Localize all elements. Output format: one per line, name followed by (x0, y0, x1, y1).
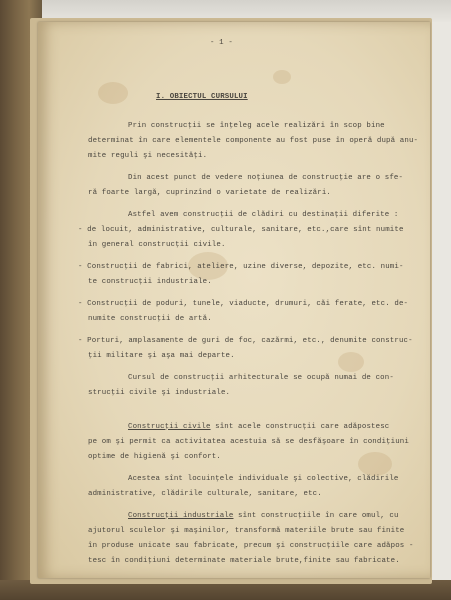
text-line: ţii militare şi aşa mai departe. (88, 352, 235, 360)
text-line: - de locuit, administrative, culturale, sanitare, etc.,care sînt numite (78, 226, 404, 234)
text-line: - Construcţii de fabrici, ateliere, uzine diverse, depozite, etc. numi- (78, 263, 404, 271)
text-line: Astfel avem construcţii de clădiri cu destinaţii diferite : (128, 211, 399, 219)
text-line: în produse unicate sau fabricate, precum şi construcţiile care adăpos - (88, 542, 414, 550)
text-line: tesc în condiţiuni determinate materiale brute,finite sau fabricate. (88, 557, 400, 565)
text-line: în general construcţii civile. (88, 241, 226, 249)
text-line: mite reguli şi necesităţi. (88, 152, 208, 160)
page-text (38, 22, 430, 578)
text-line: te construcţii industriale. (88, 278, 212, 286)
text-line: Construcţii civile sînt acele construcţii care adăpostesc (128, 423, 390, 431)
text-line: ajutorul sculelor şi maşinilor, transformă materiile brute sau finite (88, 527, 405, 535)
text-line: Cursul de construcţii arhitecturale se ocupă numai de con- (128, 374, 394, 382)
text-line: optime de higienă şi confort. (88, 453, 221, 461)
section-title: I. OBIECTUL CURSULUI (156, 93, 248, 101)
text-line: Din acest punct de vedere noţiunea de construcţie are o sfe- (128, 174, 404, 182)
text-line: administrative, clădirile culturale, sanitare, etc. (88, 490, 322, 498)
text-line: Prin construcţii se înţeleg acele realizări în scop bine (128, 122, 385, 130)
text-line: numite construcţii de artă. (88, 315, 212, 323)
text-line: Acestea sînt locuinţele individuale şi colective, clădirile (128, 475, 399, 483)
text-line: Construcţii industriale sînt construcţiile în care omul, cu (128, 512, 399, 520)
text-line: determinat în care elementele componente au fost puse în operă după anu- (88, 137, 419, 145)
page-number: - 1 - (210, 39, 233, 47)
text-line: - Construcţii de poduri, tunele, viaducte, drumuri, căi ferate, etc. de- (78, 300, 409, 308)
text-line: pe om şi permit ca activitatea acestuia să se desfăşoare în condiţiuni (88, 438, 409, 446)
text-line: - Porturi, amplasamente de guri de foc, cazărmi, etc., denumite construc- (78, 337, 413, 345)
text-line: strucţii civile şi industriale. (88, 389, 231, 397)
document-page (38, 22, 430, 578)
text-line: ră foarte largă, cuprinzînd o varietate de realizări. (88, 189, 332, 197)
